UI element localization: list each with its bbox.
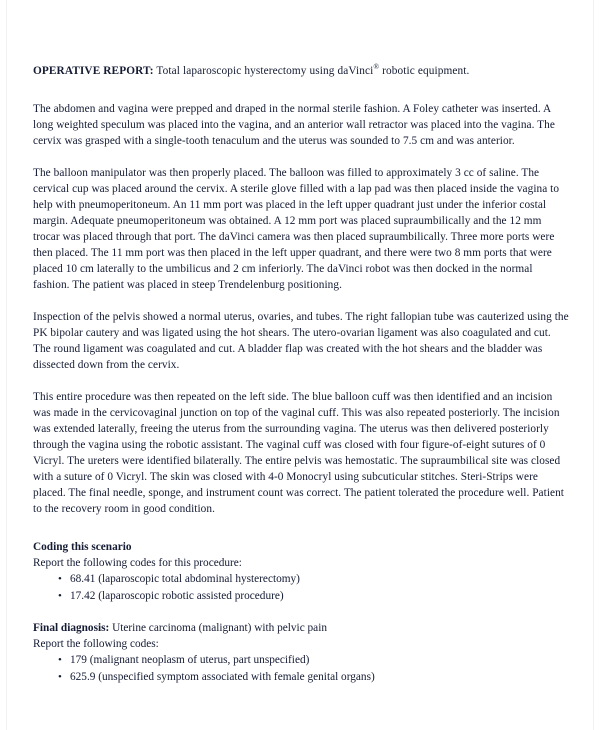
procedure-code-text: 17.42 (laparoscopic robotic assisted procedure) xyxy=(70,589,284,602)
bullet-icon: • xyxy=(58,670,62,683)
list-item xyxy=(33,652,570,669)
document-body xyxy=(33,0,570,730)
spacer xyxy=(33,79,570,101)
page-edge-left xyxy=(6,0,7,730)
final-diagnosis-label: Final diagnosis: xyxy=(33,622,110,634)
spacer xyxy=(33,517,570,539)
paragraph-procedure-prep: The abdomen and vagina were prepped and draped in the normal sterile fashion. A Foley catheter was inserted. A long weighted speculum was placed into the vagina, and an anterior wall retractor was placed into the vagina. The cervix was grasped with a single-tooth tenaculum and the uterus was sounded to 7.5 cm and was anterior. xyxy=(33,103,555,147)
list-item xyxy=(33,669,570,686)
bullet-icon: • xyxy=(58,589,62,602)
list-item xyxy=(33,571,570,588)
spacer xyxy=(33,373,570,389)
page-title-label: OPERATIVE REPORT: xyxy=(33,65,154,77)
paragraph-closure: This entire procedure was then repeated on the left side. The blue balloon cuff was then identified and an incision was made in the cervicovaginal junction on top of the vaginal cuff. This was also repeated posteriorly. The incision was extended laterally, freeing the uterus from the surrounding vagina. The uterus was then delivered posteriorly through the vagina using the robotic assistant. The vaginal cuff was closed with four figure-of-eight sutures of 0 Vicryl. The ureters were identified bilaterally. The entire pelvis was hemostatic. The supraumbilical site was closed with a suture of 0 Vicryl. The skin was closed with 4-0 Monocryl using subcuticular stitches. Steri-Strips were placed. The final needle, sponge, and instrument count was correct. The patient tolerated the procedure well. Patient to the recovery room in good condition. xyxy=(33,391,564,515)
list-item xyxy=(33,588,570,605)
bullet-icon: • xyxy=(58,573,62,585)
diagnosis-codes-intro: Report the following codes: xyxy=(33,638,159,650)
page-title-text: Total laparoscopic hysterectomy using daVinci xyxy=(153,65,374,77)
paragraph-port-placement: The balloon manipulator was then properly placed. The balloon was filled to approximately 3 cc of saline. The cervical cup was placed around the cervix. A sterile glove filled with a lap pad was then placed inside the vagina to help with pneumoperitoneum. An 11 mm port was placed in the left upper quadrant just under the inferior costal margin. Adequate pneumoperitoneum was obtained. A 12 mm port was placed supraumbilically and the 12 mm trocar was placed through that port. The daVinci camera was then placed supraumbilically. Three more ports were then placed. The 11 mm port was then placed in the left upper quadrant, and there were two 8 mm ports that were placed 10 cm laterally to the umbilicus and 2 cm inferiorly. The daVinci robot was then docked in the normal fashion. The patient was placed in steep Trendelenburg positioning. xyxy=(33,167,560,291)
page-title-tail: robotic equipment. xyxy=(379,65,470,77)
final-diagnosis-text: Uterine carcinoma (malignant) with pelvic pain xyxy=(109,622,327,634)
page-title xyxy=(33,0,570,79)
procedure-codes-intro: Report the following codes for this procedure: xyxy=(33,557,242,569)
spacer xyxy=(33,293,570,309)
diagnosis-code-list xyxy=(33,652,570,685)
paragraph-pelvis-inspection: Inspection of the pelvis showed a normal uterus, ovaries, and tubes. The right fallopian tube was cauterized using the PK bipolar cautery and was ligated using the hot shears. The utero-ovarian ligament was also coagulated and cut. The round ligament was coagulated and cut. A bladder flap was created with the hot shears and the bladder was dissected down from the cervix. xyxy=(33,311,569,371)
procedure-code-list xyxy=(33,571,570,604)
bullet-icon: • xyxy=(58,654,62,666)
page-edge-right xyxy=(593,0,594,730)
spacer xyxy=(33,604,570,620)
final-diagnosis-line xyxy=(33,620,570,636)
registered-trademark-icon: ® xyxy=(373,62,380,72)
procedure-code-text: 68.41 (laparoscopic total abdominal hysterectomy) xyxy=(70,573,300,585)
spacer xyxy=(33,149,570,165)
coding-section-heading: Coding this scenario xyxy=(33,541,132,553)
diagnosis-code-text: 625.9 (unspecified symptom associated with female genital organs) xyxy=(70,670,375,683)
diagnosis-code-text: 179 (malignant neoplasm of uterus, part unspecified) xyxy=(70,654,310,666)
